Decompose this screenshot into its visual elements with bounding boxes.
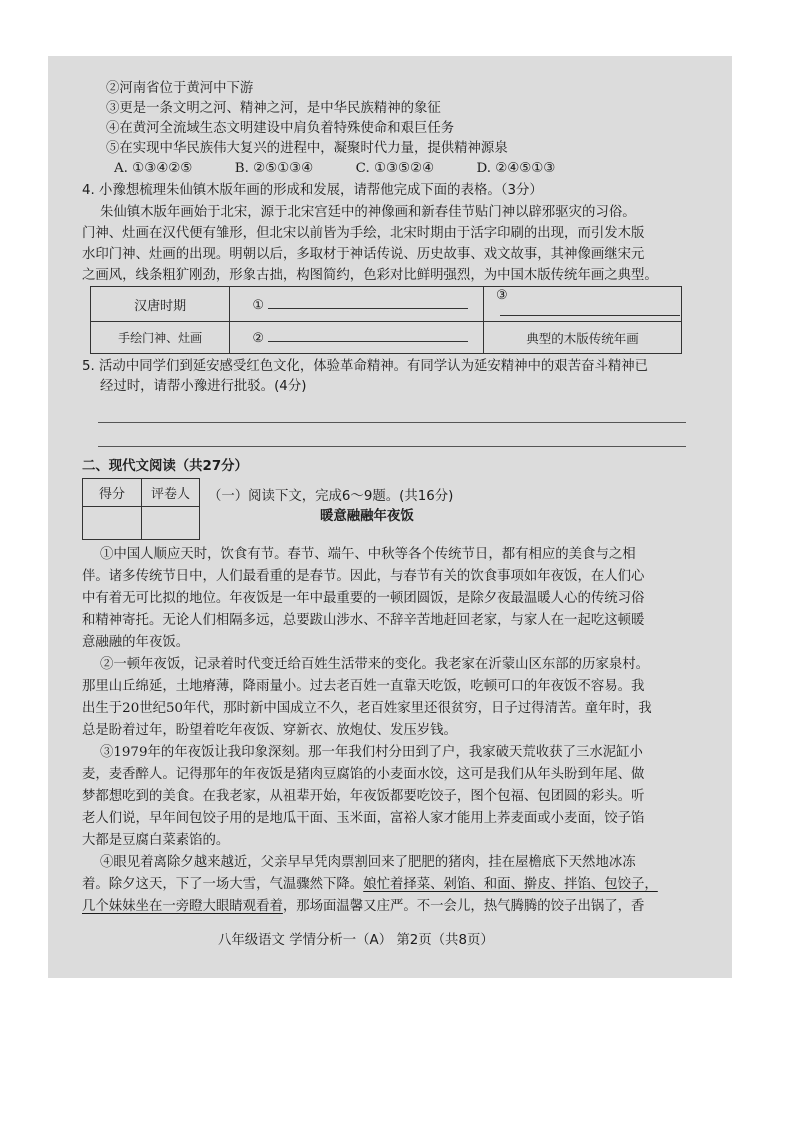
article-line: 梦都想吃到的美食。在我老家，从祖辈开始，年夜饭都要吃饺子，图个包福、包团圆的彩头。听 bbox=[82, 789, 645, 804]
answer-line[interactable] bbox=[98, 422, 686, 423]
choice-d: D. ②④⑤①③ bbox=[476, 161, 556, 176]
article-line: ③1979年的年夜饭让我印象深刻。那一年我们村分田到了户，我家破天荒收获了三水泥缸小 bbox=[100, 745, 643, 760]
article-line: 和精神寄托。无论人们相隔多远，总要跋山涉水、不辞辛苦地赶回老家，与家人在一起吃这顿暖 bbox=[82, 613, 645, 628]
article-text: 着。除夕这天，下了一场大雪，气温骤然下降。 bbox=[82, 877, 364, 892]
part-intro: （一）阅读下文，完成6～9题。(共16分) bbox=[208, 489, 454, 504]
score-field[interactable] bbox=[83, 507, 142, 540]
choice-b: B. ②⑤①③④ bbox=[234, 161, 314, 176]
grader-field[interactable] bbox=[142, 507, 200, 540]
answer-blank-3[interactable] bbox=[500, 303, 680, 316]
page-footer: 八年级语文 学情分析一（A） 第2页（共8页） bbox=[218, 933, 494, 948]
answer-blank-2[interactable] bbox=[268, 329, 468, 342]
option-item: ③更是一条文明之河、精神之河，是中华民族精神的象征 bbox=[106, 101, 441, 116]
exam-page-photo bbox=[48, 56, 732, 978]
q4-passage-line: 之画风，线条粗犷刚劲，形象古拙，构图简约，色彩对比鲜明强烈，为中国木版传统年画之典型。 bbox=[82, 268, 658, 283]
choice-c: C. ①③⑤②④ bbox=[355, 161, 434, 176]
article-line: 中有着无可比拟的地位。年夜饭是一年中最重要的一顿团圆饭，是除夕夜最温暖人心的传统习俗 bbox=[82, 591, 645, 606]
article-line: ④眼见着离除夕越来越近，父亲早早凭肉票割回来了肥肥的猪肉，挂在屋檐底下天然地冰冻 bbox=[100, 855, 636, 870]
q4-table bbox=[90, 286, 682, 354]
article-title: 暖意融融年夜饭 bbox=[320, 509, 414, 524]
table-cell: 汉唐时期 bbox=[91, 287, 230, 322]
table-cell bbox=[484, 287, 682, 322]
article-line: 总是盼着过年，盼望着吃年夜饭、穿新衣、放炮仗、发压岁钱。 bbox=[82, 723, 457, 738]
question-5-prompt: 经过时，请帮小豫进行批驳。(4分) bbox=[100, 379, 307, 394]
table-cell: 典型的木版传统年画 bbox=[484, 322, 682, 354]
option-item: ⑤在实现中华民族伟大复兴的进程中，凝聚时代力量，提供精神源泉 bbox=[106, 141, 508, 156]
grader-label: 评卷人 bbox=[142, 479, 200, 507]
q4-passage-line: 朱仙镇木版年画始于北宋，源于北宋宫廷中的神像画和新春佳节贴门神以辟邪驱灾的习俗。 bbox=[100, 205, 636, 220]
table-cell: 手绘门神、灶画 bbox=[91, 322, 230, 354]
question-5-prompt: 5. 活动中同学们到延安感受红色文化，体验革命精神。有同学认为延安精神中的艰苦奋斗精神已 bbox=[82, 359, 649, 374]
section-heading: 二、现代文阅读（共27分） bbox=[82, 459, 248, 474]
blank-number: ① bbox=[252, 297, 265, 313]
article-line bbox=[82, 876, 658, 894]
q4-passage-line: 门神、灶画在汉代便有雏形，但北宋以前皆为手绘，北宋时期由于活字印刷的出现，而引发木版 bbox=[82, 226, 645, 241]
option-item: ②河南省位于黄河中下游 bbox=[106, 81, 254, 96]
question-4-prompt: 4. 小豫想梳理朱仙镇木版年画的形成和发展，请帮他完成下面的表格。（3分） bbox=[82, 183, 543, 198]
choice-a: A. ①③④②⑤ bbox=[114, 161, 193, 176]
answer-blank-1[interactable] bbox=[268, 296, 468, 309]
blank-number: ② bbox=[252, 331, 265, 346]
article-line: ①中国人顺应天时，饮食有节。春节、端午、中秋等各个传统节日，都有相应的美食与之相 bbox=[100, 547, 636, 562]
choice-row bbox=[114, 160, 555, 178]
article-text: ，那场面温馨又庄严。不一会儿，热气腾腾的饺子出锅了，香 bbox=[282, 899, 645, 914]
option-item: ④在黄河全流域生态文明建设中肩负着特殊使命和艰巨任务 bbox=[106, 121, 455, 136]
article-line: 麦，麦香醉人。记得那年的年夜饭是猪肉豆腐馅的小麦面水饺，这可是我们从年头盼到年尾、做 bbox=[82, 767, 645, 782]
underlined-sentence: 娘忙着择菜、剁馅、和面、擀皮、拌馅、包饺子， bbox=[363, 877, 658, 892]
article-line: 那里山丘绵延，土地瘠薄，降雨量小。过去老百姓一直靠天吃饭，吃顿可口的年夜饭不容易。我 bbox=[82, 679, 645, 694]
article-line bbox=[82, 898, 644, 916]
article-line: 老人们说，早年间包饺子用的是地瓜干面、玉米面，富裕人家才能用上荞麦面或小麦面，饺子馅 bbox=[82, 811, 645, 826]
blank-number: ③ bbox=[496, 288, 508, 303]
article-line: 出生于20世纪50年代，那时新中国成立不久，老百姓家里还很贫穷，日子过得清苦。童年时，我 bbox=[82, 701, 652, 716]
article-line: 伴。诸多传统节日中，人们最看重的是春节。因此，与春节有关的饮食事项如年夜饭，在人们心 bbox=[82, 569, 645, 584]
answer-line[interactable] bbox=[98, 446, 686, 447]
underlined-sentence: 几个妹妹坐在一旁瞪大眼睛观看着 bbox=[82, 899, 283, 914]
table-cell bbox=[230, 287, 484, 322]
table-cell bbox=[230, 322, 484, 354]
score-label: 得分 bbox=[83, 479, 142, 507]
article-line: 意融融的年夜饭。 bbox=[82, 635, 190, 650]
q4-passage-line: 水印门神、灶画的出现。明朝以后，多取材于神话传说、历史故事、戏文故事，其神像画继宋元 bbox=[82, 247, 645, 262]
article-line: ②一顿年夜饭，记录着时代变迁给百姓生活带来的变化。我老家在沂蒙山区东部的历家泉村。 bbox=[100, 657, 650, 672]
article-line: 大都是豆腐白菜素馅的。 bbox=[82, 833, 230, 848]
score-box bbox=[82, 478, 200, 540]
